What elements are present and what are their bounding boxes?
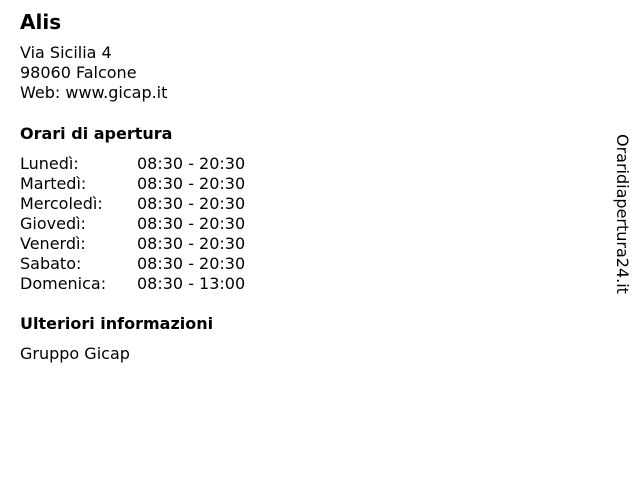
hours-time: 08:30 - 13:00 (137, 274, 246, 293)
street-address: Via Sicilia 4 (20, 43, 112, 62)
hours-day: Lunedì: (20, 154, 79, 173)
hours-day: Sabato: (20, 254, 82, 273)
hours-row-tuesday (20, 174, 277, 194)
more-info-heading: Ulteriori informazioni (20, 314, 214, 333)
hours-row-thursday (20, 214, 277, 234)
hours-day: Giovedì: (20, 214, 86, 233)
hours-day: Martedì: (20, 174, 87, 193)
hours-time: 08:30 - 20:30 (137, 234, 246, 253)
city-postal-code: 98060 Falcone (20, 63, 137, 82)
hours-day: Mercoledì: (20, 194, 103, 213)
hours-time: 08:30 - 20:30 (137, 194, 246, 213)
website-line: Web: www.gicap.it (20, 83, 168, 102)
hours-time: 08:30 - 20:30 (137, 214, 246, 233)
hours-row-saturday (20, 254, 277, 274)
hours-row-sunday (20, 274, 277, 294)
hours-time: 08:30 - 20:30 (137, 174, 246, 193)
hours-time: 08:30 - 20:30 (137, 254, 246, 273)
group-name: Gruppo Gicap (20, 344, 130, 363)
business-name: Alis (20, 10, 62, 34)
address-block (20, 43, 167, 103)
hours-day: Domenica: (20, 274, 107, 293)
hours-row-monday (20, 154, 277, 174)
hours-row-wednesday (20, 194, 277, 214)
hours-row-friday (20, 234, 277, 254)
opening-hours-heading: Orari di apertura (20, 124, 173, 143)
hours-day: Venerdì: (20, 234, 86, 253)
hours-time: 08:30 - 20:30 (137, 154, 246, 173)
site-brand-vertical: Oraridiapertura24.it (613, 134, 632, 294)
opening-hours-table (20, 154, 277, 294)
